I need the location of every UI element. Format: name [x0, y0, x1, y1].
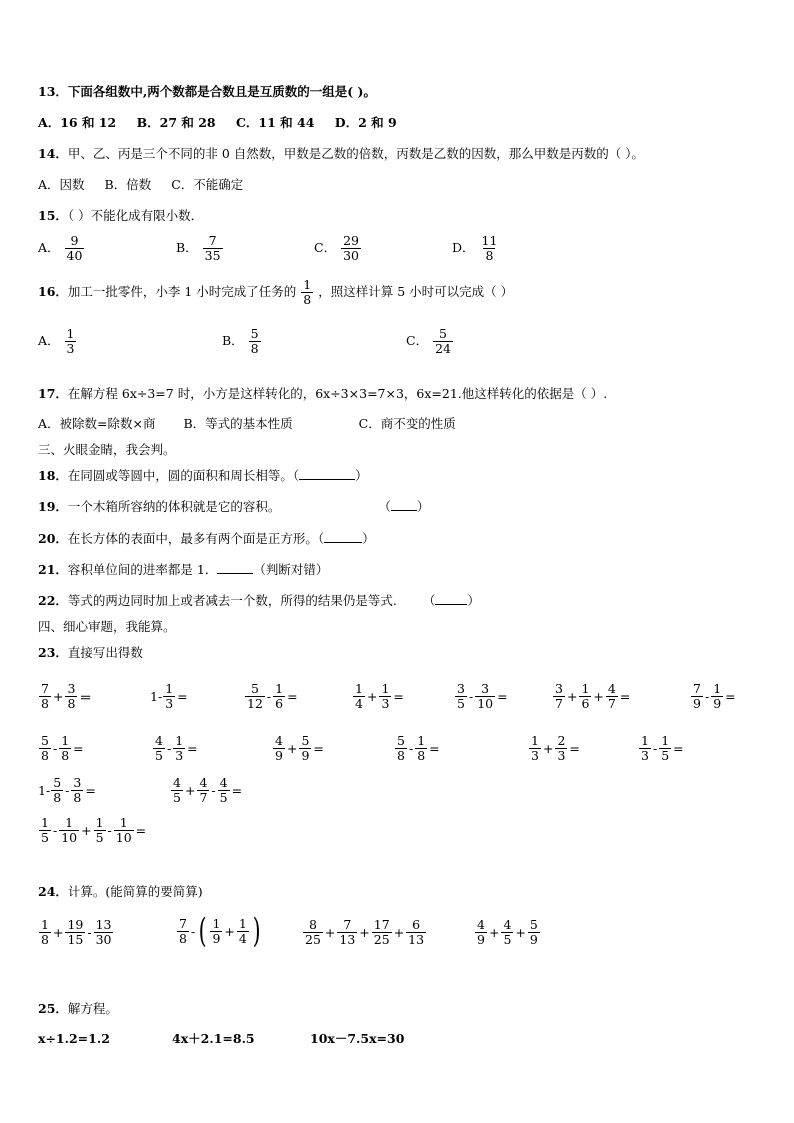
q15-option-a: A． $\frac{9}{40}$ — [38, 233, 83, 263]
calc-item: $\frac{3}{5}$ - $\frac{3}{10}$ = — [457, 681, 508, 711]
calc-item: $\frac{1}{4}$ + $\frac{1}{3}$ = — [355, 681, 404, 711]
calc-item: $\frac{5}{8}$ - $\frac{1}{8}$ = — [397, 733, 440, 763]
calc-item: $\frac{1}{8}$ + $\frac{19}{15}$ - $\frac{13}{30}$ — [41, 917, 112, 947]
calc-item: $\frac{4}{5}$ - $\frac{1}{3}$ = — [155, 733, 198, 763]
calc-item: $\frac{4}{9}$ + $\frac{5}{9}$ = — [275, 733, 324, 763]
q16-option-c: C． $\frac{5}{24}$ — [406, 326, 451, 356]
equation-3: 10x－7.5x=30 — [310, 1031, 405, 1046]
calc-item: $\frac{1}{5}$ - $\frac{1}{10}$ + $\frac{1}{5}$ - $\frac{1}{10}$ = — [41, 815, 147, 845]
option-b: B．倍数 — [104, 177, 152, 192]
q24-line: 24．计算。(能简算的要简算) — [38, 884, 203, 899]
q20-line: 20．在长方体的表面中，最多有两个面是正方形。（ ） — [38, 531, 375, 546]
section-3-heading: 三、火眼金睛，我会判。 — [38, 442, 176, 457]
q15-option-d: D． $\frac{11}{8}$ — [452, 233, 498, 263]
q16-option-b: B． $\frac{5}{8}$ — [222, 326, 259, 356]
calc-item: $\frac{8}{25}$ + $\frac{7}{13}$ + $\frac{17}{25}$ + $\frac{6}{13}$ — [305, 917, 425, 947]
q15-option-c: C． $\frac{29}{30}$ — [314, 233, 359, 263]
q17-options — [38, 416, 456, 432]
q16-line: 16．加工一批零件，小李 1 小时完成了任务的 $\frac{1}{8}$ ，照这样计算 5 小时可以完成（ ） — [38, 277, 514, 307]
answer-blank[interactable] — [435, 604, 467, 605]
calc-item: $\frac{7}{8}$ + $\frac{3}{8}$ ＝ — [41, 681, 92, 711]
q16-option-a: A． $\frac{1}{3}$ — [38, 326, 75, 356]
answer-blank[interactable] — [391, 510, 417, 511]
q13-options — [38, 115, 397, 131]
calc-item: $\frac{4}{5}$ + $\frac{4}{7}$ - $\frac{4}{5}$ = — [173, 775, 243, 805]
calc-item: $\frac{4}{9}$ + $\frac{4}{5}$ + $\frac{5}{9}$ — [477, 917, 538, 947]
q17-line: 17．在解方程 6x÷3=7 时，小方是这样转化的，6x÷3×3=7×3，6x=21.他这样转化的依据是（ ）. — [38, 386, 608, 401]
q13-line: 13．下面各组数中,两个数都是合数且是互质数的一组是( )。 — [38, 84, 376, 99]
option-c: C．商不变的性质 — [358, 416, 456, 431]
calc-item: $\frac{5}{8}$ - $\frac{1}{8}$ = — [41, 733, 84, 763]
q15-line: 15．（ ）不能化成有限小数． — [38, 208, 204, 223]
q21-line: 21．容积单位间的进率都是 1． （判断对错） — [38, 562, 329, 577]
calc-item: $\frac{1}{3}$ - $\frac{1}{5}$ = — [641, 733, 684, 763]
q18-line: 18．在同圆或等圆中，圆的面积和周长相等。（ ） — [38, 468, 368, 483]
q23-line: 23．直接写出得数 — [38, 645, 143, 660]
option-d: D．2 和 9 — [334, 115, 397, 130]
answer-blank[interactable] — [217, 573, 253, 574]
option-a: A．被除数=除数×商 — [38, 416, 156, 431]
equation-1: x÷1.2=1.2 — [38, 1031, 110, 1046]
q22-line: 22．等式的两边同时加上或者减去一个数，所得的结果仍是等式. （ ） — [38, 593, 480, 608]
answer-blank[interactable] — [299, 479, 355, 480]
equation-2: 4x＋2.1=8.5 — [172, 1031, 255, 1046]
calc-item: $\frac{5}{12}$ - $\frac{1}{6}$ = — [247, 681, 298, 711]
calc-item: 1 - $\frac{1}{3}$ = — [150, 681, 188, 711]
q19-line: 19．一个木箱所容纳的体积就是它的容积。 （ ） — [38, 499, 430, 514]
q25-line: 25．解方程。 — [38, 1001, 118, 1016]
option-c: C．不能确定 — [171, 177, 244, 192]
option-a: A．16 和 12 — [38, 115, 117, 130]
calc-item: $\frac{7}{8}$ - ( $\frac{1}{9}$ + $\frac{1}{4}$ ) — [179, 911, 261, 951]
option-b: B．等式的基本性质 — [183, 416, 293, 431]
section-4-heading: 四、细心审题，我能算。 — [38, 619, 176, 634]
calc-item: 1 - $\frac{5}{8}$ - $\frac{3}{8}$ = — [38, 775, 96, 805]
q14-options — [38, 177, 243, 193]
option-b: B．27 和 28 — [136, 115, 216, 130]
answer-blank[interactable] — [324, 542, 362, 543]
q15-option-b: B． $\frac{7}{35}$ — [176, 233, 221, 263]
q14-line: 14．甲、乙、丙是三个不同的非 0 自然数，甲数是乙数的倍数，丙数是乙数的因数，那么甲数是丙数的（ ）。 — [38, 146, 645, 161]
option-c: C．11 和 44 — [235, 115, 315, 130]
calc-item: $\frac{7}{9}$ - $\frac{1}{9}$ = — [693, 681, 736, 711]
calc-item: $\frac{1}{3}$ + $\frac{2}{3}$ = — [531, 733, 580, 763]
calc-item: $\frac{3}{7}$ + $\frac{1}{6}$ + $\frac{4}{7}$ = — [555, 681, 631, 711]
option-a: A．因数 — [38, 177, 85, 192]
